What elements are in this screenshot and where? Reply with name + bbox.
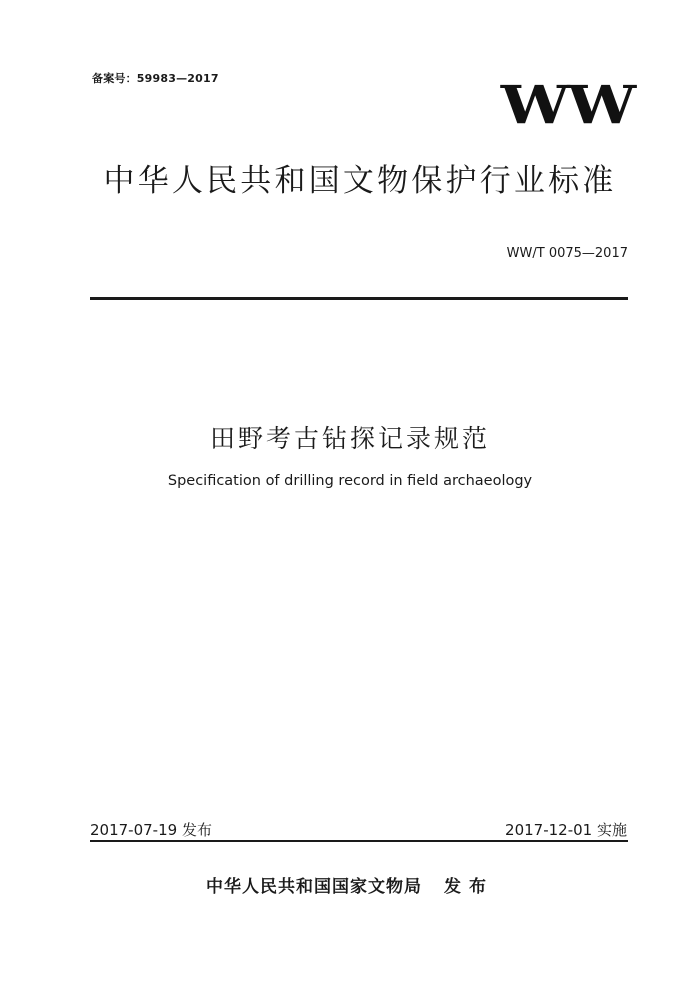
standard-category: 中华人民共和国文物保护行业标准 [103,163,617,199]
implementation-date: 2017-12-01 实施 [505,821,627,839]
document-title-en: Specification of drilling record in field archaeology [167,473,533,489]
standard-code: WW/T 0075—2017 [506,246,628,261]
standard-logo: WW [500,75,634,136]
bottom-divider [90,840,628,842]
publisher-action: 发布 [444,877,494,897]
top-divider [90,297,628,300]
release-date: 2017-07-19 发布 [90,821,212,839]
publisher-name: 中华人民共和国国家文物局 [206,877,422,897]
document-title-zh: 田野考古钻探记录规范 [209,424,490,453]
publisher-line [0,872,700,897]
filing-number: 备案号：59983—2017 [92,72,219,85]
